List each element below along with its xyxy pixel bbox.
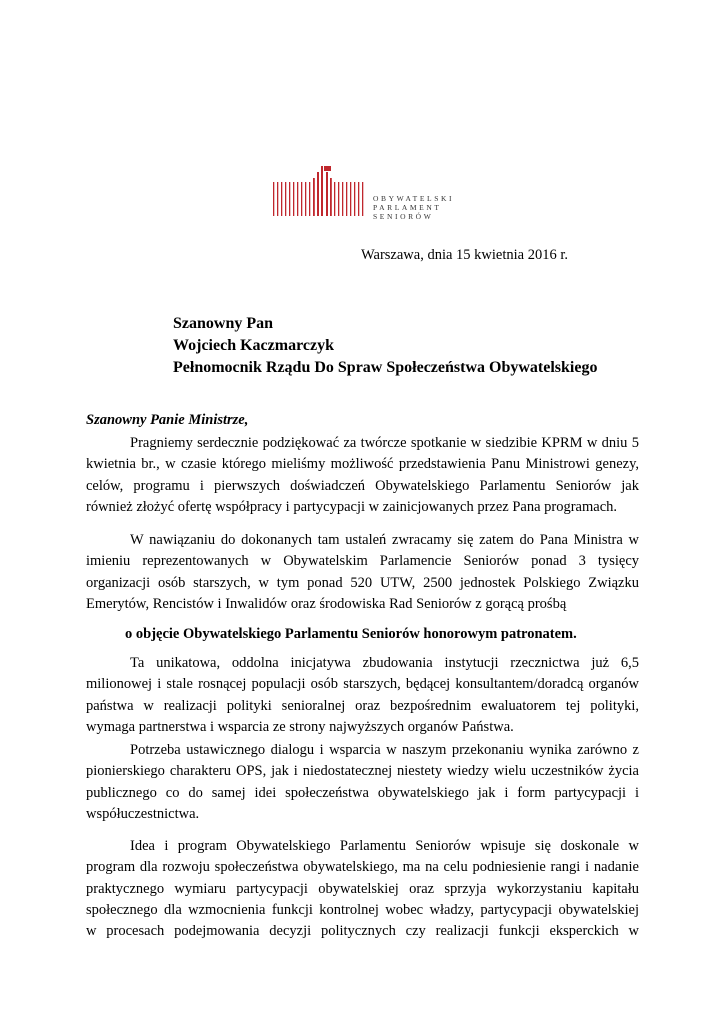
paragraph-line: Ta unikatowa, oddolna inicjatywa zbudowania instytucji rzecznictwa już 6,5: [130, 655, 639, 671]
paragraph-line: współuczestnictwa.: [86, 805, 200, 822]
paragraph-line: publicznego co do samej idei społeczeństwa obywatelskiego jak i form partycypacji i: [86, 784, 639, 801]
paragraph-line: kwietnia br., w czasie którego mieliśmy możliwość przedstawienia Panu Ministrowi genezy,: [86, 456, 639, 473]
addressee-name: Wojciech Kaczmarczyk: [173, 337, 334, 354]
paragraph-line: Potrzeba ustawicznego dialogu i wsparcia w naszym przekonaniu wynika zarówno z: [130, 742, 639, 758]
patronage-request: o objęcie Obywatelskiego Parlamentu Seniorów honorowym patronatem.: [125, 626, 577, 642]
paragraph-line: społecznego dla wzmocnienia funkcji kontrolnej wobec władzy, partycypacji obywatelskiej: [86, 901, 639, 918]
addressee-title: Pełnomocnik Rządu Do Spraw Społeczeństwa Obywatelskiego: [173, 359, 598, 376]
logo-line-2: PARLAMENT: [373, 203, 442, 212]
paragraph-line: milionowej i stale rosnącej populacji osób starszych, będącej konsultantem/doradcą organów: [86, 676, 639, 693]
paragraph-line: imieniu reprezentowanych w Obywatelskim Parlamencie Seniorów ponad 3 tysięcy: [86, 553, 639, 570]
addressee-block: [173, 313, 597, 379]
ops-logo: [273, 166, 473, 222]
paragraph-4: [86, 740, 639, 825]
paragraph-3: [86, 653, 639, 738]
paragraph-line: w procesach podejmowania decyzji politycznych czy realizacji funkcji eksperckich w: [86, 923, 639, 940]
paragraph-2: [86, 530, 639, 615]
parliament-columns-icon: [273, 166, 369, 222]
paragraph-line: również złożyć ofertę współpracy i partycypacji w zainicjowanych przez Pana programach.: [86, 498, 618, 515]
paragraph-line: wymaga partnerstwa i wsparcia ze strony najwyższych organów Państwa.: [86, 718, 514, 735]
paragraph-1: [86, 433, 639, 518]
paragraph-line: pionierskiego charakteru OPS, jak i niedostatecznej niestety wiedzy wielu uczestników życia: [86, 763, 639, 780]
logo-line-1: OBYWATELSKI: [373, 194, 455, 203]
paragraph-line: praktycznego wymiaru partycypacji obywatelskiej oraz sprzyja wykorzystaniu kapitału: [86, 880, 639, 897]
logo-line-3: SENIORÓW: [373, 212, 434, 221]
paragraph-line: państwa w realizacji polityki senioralnej oraz bezpośrednim ewaluatorem tej polityki,: [86, 697, 639, 714]
paragraph-line: Emerytów, Rencistów i Inwalidów oraz środowiska Rad Seniorów z gorącą prośbą: [86, 595, 567, 612]
paragraph-5: [86, 836, 639, 942]
addressee-greeting: Szanowny Pan: [173, 315, 274, 332]
paragraph-line: W nawiązaniu do dokonanych tam ustaleń zwracamy się zatem do Pana Ministra w: [130, 532, 639, 548]
paragraph-line: Pragniemy serdecznie podziękować za twórcze spotkanie w siedzibie KPRM w dniu 5: [130, 435, 639, 451]
paragraph-line: celów, programu i pierwszych doświadczeń Obywatelskiego Parlamentu Seniorów jak: [86, 477, 639, 494]
salutation: Szanowny Panie Ministrze,: [86, 412, 249, 428]
letter-date: Warszawa, dnia 15 kwietnia 2016 r.: [361, 247, 569, 263]
paragraph-line: organizacji osób starszych, w tym ponad 520 UTW, 2500 jednostek Polskiego Związku: [86, 574, 639, 591]
paragraph-line: program dla rozwoju społeczeństwa obywatelskiego, ma na celu podniesienie rangi i nadanie: [86, 859, 639, 876]
logo-text: [373, 194, 454, 221]
paragraph-line: Idea i program Obywatelskiego Parlamentu Seniorów wpisuje się doskonale w: [130, 838, 639, 854]
